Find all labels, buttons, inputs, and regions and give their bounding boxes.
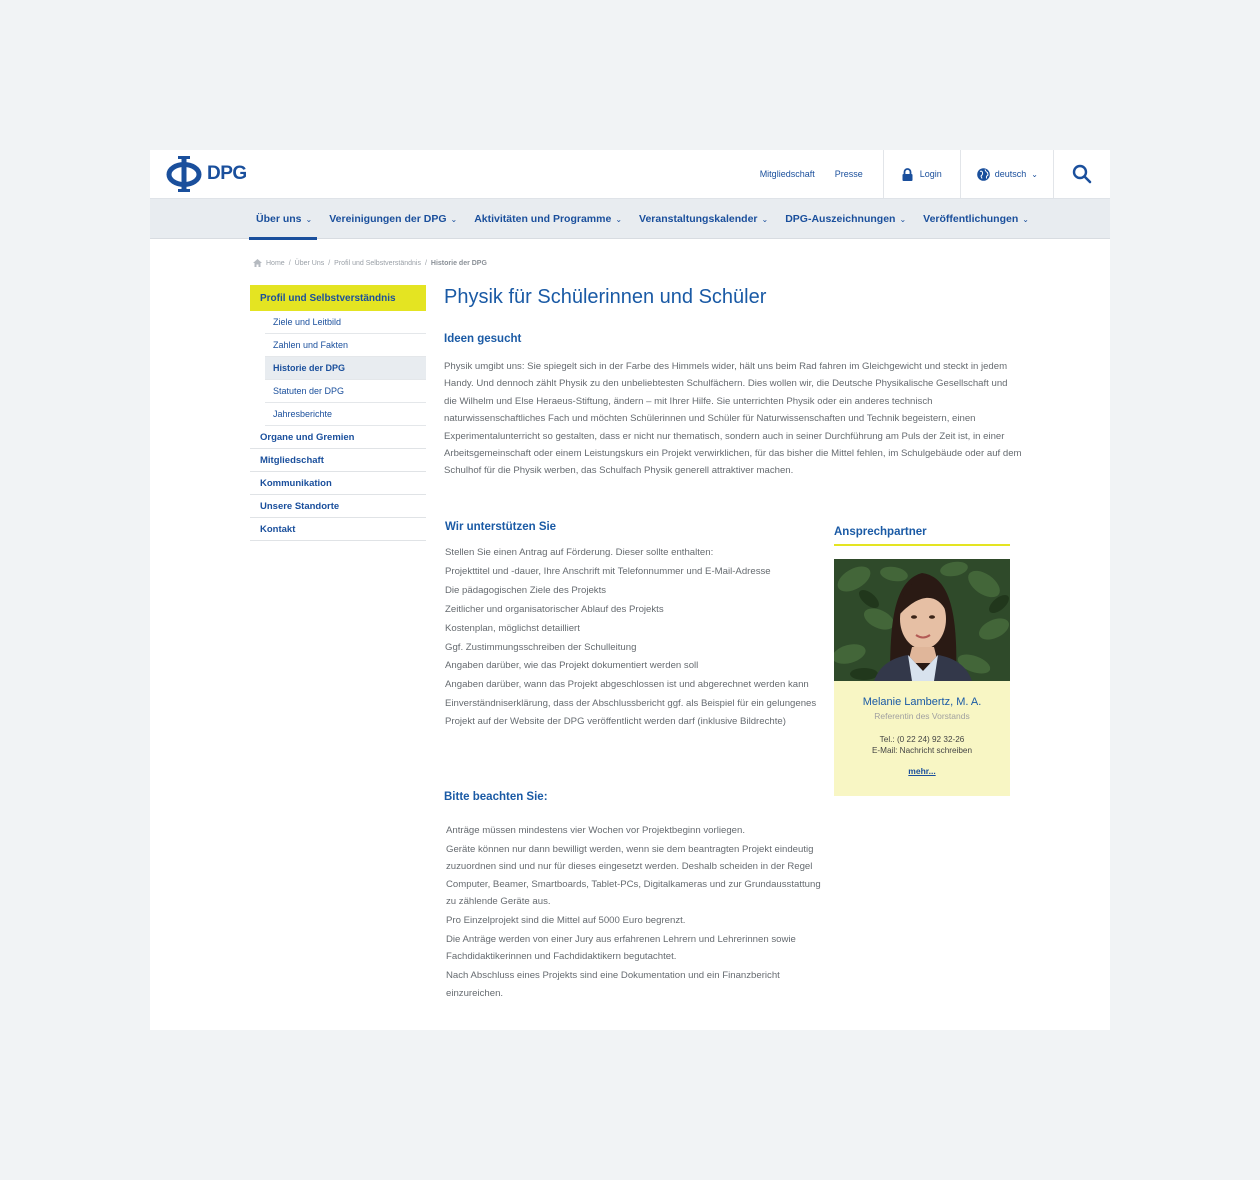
nav-aktivitaeten[interactable]: [467, 199, 627, 239]
home-icon[interactable]: [253, 259, 262, 267]
nav-veroeffentlichungen[interactable]: [916, 199, 1034, 239]
breadcrumb-separator: /: [328, 259, 331, 267]
sidebar-item-ziele[interactable]: Ziele und Leitbild: [265, 311, 426, 334]
sidebar-item-zahlen[interactable]: Zahlen und Fakten: [265, 334, 426, 357]
list-item: Die Anträge werden von einer Jury aus erfahrenen Lehrern und Lehrerinnen sowie Fachdidaktikerinnen und Fachdidaktikern begutachtet.: [446, 933, 796, 963]
brand-name: DPG: [207, 163, 247, 184]
page-title: Physik für Schülerinnen und Schüler: [444, 286, 767, 308]
sidebar-subnav: [265, 311, 426, 426]
list-item: Die pädagogischen Ziele des Projekts: [445, 584, 607, 596]
globe-icon: [977, 168, 990, 181]
nav-label: Über uns: [256, 213, 302, 225]
chevron-down-icon: ⌄: [1022, 214, 1029, 224]
login-button[interactable]: [884, 150, 960, 198]
nav-label: DPG-Auszeichnungen: [785, 213, 896, 225]
chevron-down-icon: ⌄: [450, 214, 458, 224]
sidebar-nav: [250, 285, 426, 541]
sidebar-item-statuten[interactable]: Statuten der DPG: [265, 380, 426, 403]
sidebar-item-kommunikation[interactable]: Kommunikation: [250, 472, 426, 495]
main-nav: [150, 198, 1110, 239]
breadcrumb-current: Historie der DPG: [430, 259, 487, 267]
link-mitgliedschaft[interactable]: Mitgliedschaft: [759, 169, 815, 179]
phi-logo-icon: [165, 155, 203, 193]
nav-auszeichnungen[interactable]: [778, 199, 911, 239]
breadcrumb-separator: /: [424, 259, 427, 267]
search-icon: [1072, 164, 1092, 184]
nav-label: Aktivitäten und Programme: [474, 213, 612, 225]
sidebar-item-standorte[interactable]: Unsere Standorte: [250, 495, 426, 518]
list-item: Pro Einzelprojekt sind die Mittel auf 5000 Euro begrenzt.: [446, 915, 686, 927]
contact-card: [834, 681, 1010, 796]
sidebar-section-profil[interactable]: Profil und Selbstverständnis: [250, 285, 426, 311]
contact-more-link[interactable]: mehr...: [908, 766, 936, 776]
chevron-down-icon: ⌄: [305, 214, 313, 224]
breadcrumb-separator: /: [288, 259, 291, 267]
list-item: Angaben darüber, wann das Projekt abgeschlossen ist und abgerechnet werden kann: [445, 679, 809, 691]
contact-email-link[interactable]: E-Mail: Nachricht schreiben: [871, 746, 973, 755]
language-label: deutsch: [994, 169, 1027, 179]
breadcrumb-home[interactable]: Home: [266, 259, 285, 267]
sidebar-item-jahresberichte[interactable]: Jahresberichte: [265, 403, 426, 426]
list-item: Geräte können nur dann bewilligt werden, wenn sie dem beantragten Projekt eindeutig zuzuordnen sind und nur für dieses eingesetzt werden. Deshalb scheiden in der Regel Computer, Beamer, Smartboards, Tablet-PCs, Digitalkameras und zur Grundausstattung zu zählende Geräte aus.: [446, 843, 821, 908]
contact-phone: Tel.: (0 22 24) 92 32-26: [879, 735, 965, 744]
contact-role: Referentin des Vorstands: [874, 711, 970, 721]
contact-photo: [834, 559, 1010, 681]
list-item: Stellen Sie einen Antrag auf Förderung. Dieser sollte enthalten:: [445, 547, 714, 558]
nav-label: Veröffentlichungen: [923, 213, 1019, 225]
list-item: Ggf. Zustimmungsschreiben der Schulleitung: [445, 641, 637, 653]
list-item: Nach Abschluss eines Projekts sind eine Dokumentation und ein Finanzbericht einzureichen.: [446, 970, 780, 999]
list-item: Kostenplan, möglichst detailliert: [445, 622, 580, 634]
dpg-logo[interactable]: [165, 155, 247, 193]
chevron-down-icon: ⌄: [899, 214, 907, 224]
nav-vereinigungen[interactable]: [322, 199, 462, 239]
support-list: [445, 544, 817, 732]
top-bar: [150, 150, 1110, 198]
nav-label: Veranstaltungskalender: [639, 213, 758, 225]
sidebar-item-organe[interactable]: Organe und Gremien: [250, 426, 426, 449]
contact-heading: Ansprechpartner: [834, 526, 1010, 546]
list-item: Angaben darüber, wie das Projekt dokumentiert werden soll: [445, 660, 699, 672]
notice-list: [446, 822, 826, 1004]
ideas-heading: Ideen gesucht: [444, 333, 522, 345]
nav-ueber-uns[interactable]: [249, 199, 317, 239]
language-selector[interactable]: [961, 150, 1053, 198]
nav-veranstaltungskalender[interactable]: [632, 199, 773, 239]
sidebar-item-kontakt[interactable]: Kontakt: [250, 518, 426, 541]
sidebar-item-historie[interactable]: Historie der DPG: [265, 357, 426, 380]
login-label: Login: [919, 169, 942, 179]
list-item: Einverständniserklärung, dass der Abschlussbericht ggf. als Beispiel für ein gelungenes Projekt auf der Website der DPG veröffentlicht werden darf (inklusive Bildrechte): [445, 698, 817, 727]
ideas-paragraph: Physik umgibt uns: Sie spiegelt sich in der Farbe des Himmels wider, hält uns beim Rad fahren im Gleichgewicht und steckt in jedem Handy. Und dennoch zählt Physik zu den unbeliebtesten Schulfächern. Dies wollen wir, die Deutsche Physikalische Gesellschaft und die Wilhelm und Else Heraeus-Stiftung, ändern – mit Ihrer Hilfe. Sie unterrichten Physik oder ein anderes technisch naturwissenschaftliches Fach und möchten Schülerinnen und Schüler für Naturwissenschaften und Technik begeistern, einen Experimentalunterricht so gestalten, dass er nicht nur thematisch, sondern auch in seiner Durchführung am Puls der Zeit ist, in einer Arbeitsgemeinschaft oder einem Leistungskurs ein Projekt verwirklichen, für das bisher die Mittel fehlen, im Schulgebäude oder auf dem Schulhof für die Physik werben, das Schulfach Physik generell attraktiver machen.: [444, 361, 1022, 477]
contact-name: Melanie Lambertz, M. A.: [862, 696, 982, 708]
list-item: Anträge müssen mindestens vier Wochen vor Projektbeginn vorliegen.: [446, 825, 745, 836]
page: [150, 150, 1110, 1030]
link-presse[interactable]: Presse: [834, 169, 863, 179]
search-button[interactable]: [1054, 150, 1110, 198]
support-heading: Wir unterstützen Sie: [445, 521, 557, 533]
breadcrumb: [253, 259, 487, 267]
chevron-down-icon: ⌄: [761, 214, 769, 224]
notice-heading: Bitte beachten Sie:: [444, 791, 548, 803]
chevron-down-icon: ⌄: [615, 214, 623, 224]
nav-label: Vereinigungen der DPG: [329, 213, 447, 225]
sidebar-item-mitgliedschaft[interactable]: Mitgliedschaft: [250, 449, 426, 472]
lock-icon: [902, 168, 913, 181]
utility-nav: [760, 150, 1110, 198]
list-item: Zeitlicher und organisatorischer Ablauf des Projekts: [445, 603, 664, 615]
chevron-down-icon: ⌄: [1031, 169, 1038, 179]
portrait-image: [834, 559, 1010, 681]
breadcrumb-ueber-uns[interactable]: Über Uns: [294, 259, 325, 267]
list-item: Projekttitel und -dauer, Ihre Anschrift mit Telefonnummer und E-Mail-Adresse: [445, 565, 771, 577]
breadcrumb-profil[interactable]: Profil und Selbstverständnis: [334, 259, 421, 267]
